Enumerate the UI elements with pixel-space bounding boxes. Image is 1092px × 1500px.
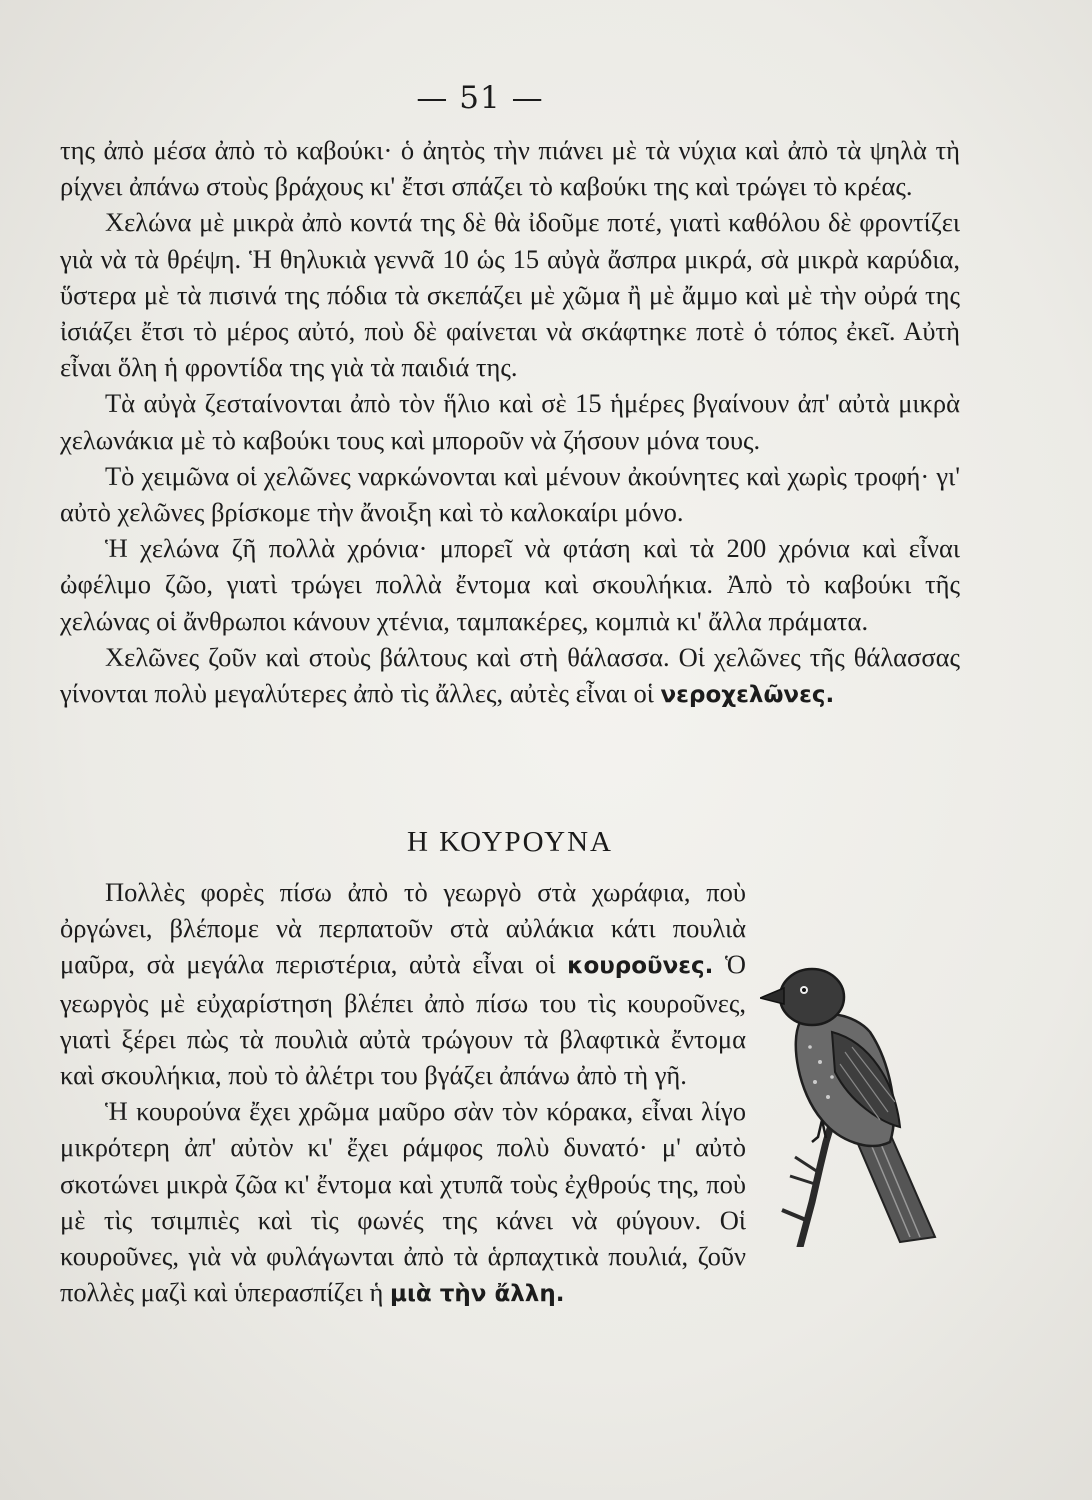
crow-fields-text-tail: Ὁ γεωργὸς μὲ εὐχαρίστηση βλέπει ἀπὸ πίσω του τὶς κουροῦνες, γιατὶ ξέρει πὼς τὰ πουλιὰ αὐτὰ τρώγουν τὰ βλαφτικὰ ἔντομα καὶ σκουλήκια, ποὺ τὸ ἀλέτρι του βγάζει ἀπάνω ἀπὸ τὴ γῆ. xyxy=(60,949,747,1091)
paragraph-sea-turtles xyxy=(60,639,960,713)
crow-description-end: μιὰ τὴν ἄλλη. xyxy=(390,1281,565,1308)
paragraph-hatching: Τὰ αὐγὰ ζεσταίνονται ἀπὸ τὸν ἥλιο καὶ σὲ 15 ἡμέρες βγαίνουν ἀπ' αὐτὰ μικρὰ χελωνάκια μὲ τὸ καβούκι τους καὶ μποροῦν νὰ ζήσουν μόνα τους. xyxy=(60,388,960,455)
crow-illustration xyxy=(760,952,960,1247)
term-crows: κουροῦνες. xyxy=(567,953,714,980)
crow-description-text: Ἡ κουρούνα ἔχει χρῶμα μαῦρο σὰν τὸν κόρακα, εἶναι λίγο μικρότερη ἀπ' αὐτὸν κι' ἔχει ράμφος πολὺ δυνατό· μ' αὐτὸ σκοτώνει μικρὰ ζῶα κι' ἔντομα καὶ χτυπᾶ τοὺς ἐχθρούς της, ποὺ μὲ τὶς τσιμπιὲς καὶ τὶς φωνές της κάνει νὰ φύγουν. Οἱ κουροῦνες, γιὰ νὰ φυλάγωνται ἀπὸ τὰ ἁρπαχτικὰ πουλιά, ζοῦν πολλὲς μαζὶ καὶ ὑπερασπίζει ἡ xyxy=(60,1096,746,1308)
sea-turtles-text: Χελῶνες ζοῦν καὶ στοὺς βάλτους καὶ στὴ θάλασσα. Οἱ χελῶνες τῆς θάλασσας γίνονται πολὺ μεγαλύτερες ἀπὸ τὶς ἄλλες, αὐτὲς εἶναι οἱ xyxy=(60,641,960,709)
crow-drawing-icon xyxy=(760,952,960,1247)
paragraph-continuation: της ἀπὸ μέσα ἀπὸ τὸ καβούκι· ὁ ἀητὸς τὴν πιάνει μὲ τὰ νύχια καὶ ἀπὸ τὰ ψηλὰ τὴ ρίχνει ἀπάνω στοὺς βράχους κι' ἔτσι σπάζει τὸ καβούκι της καὶ τρώγει τὸ κρέας. xyxy=(60,135,960,202)
crow-fields-text: Πολλὲς φορὲς πίσω ἀπὸ τὸ γεωργὸ στὰ χωράφια, ποὺ ὀργώνει, βλέπομε νὰ περπατοῦν στὰ αὐλάκια κάτι πουλιὰ μαῦρα, σὰ μεγάλα περιστέρια, αὐτὰ εἶναι οἱ xyxy=(60,877,746,980)
term-sea-turtles: νεροχελῶνες. xyxy=(660,682,835,709)
paragraph-lifespan: Ἡ χελώνα ζῆ πολλὰ χρόνια· μπορεῖ νὰ φτάση καὶ τὰ 200 χρόνια καὶ εἶναι ὠφέλιμο ζῶο, γιατὶ τρώγει πολλὰ ἔντομα καὶ σκουλήκια. Ἀπὸ τὸ καβούκι τῆς χελώνας οἱ ἄνθρωποι κάνουν χτένια, ταμπακέρες, κομπιὰ κι' ἄλλα πράματα. xyxy=(60,533,960,636)
paragraph-winter: Τὸ χειμῶνα οἱ χελῶνες ναρκώνονται καὶ μένουν ἀκούνητες καὶ χωρὶς τροφή· γι' αὐτὸ χελῶνες βρίσκομε τὴν ἄνοιξη καὶ τὸ καλοκαίρι μόνο. xyxy=(60,460,960,528)
page-number: — 51 — xyxy=(416,80,544,116)
paragraph-turtle-eggs: Χελώνα μὲ μικρὰ ἀπὸ κοντά της δὲ θὰ ἰδοῦμε ποτέ, γιατὶ καθόλου δὲ φροντίζει γιὰ νὰ τὰ θρέψη. Ἡ θηλυκιὰ γεννᾶ 10 ὡς 15 αὐγὰ ἄσπρα μικρά, σὰ μικρὰ καρύδια, ὕστερα μὲ τὰ πισινά της πόδια τὰ σκεπάζει μὲ χῶμα ἢ μὲ ἄμμο καὶ μὲ τὴν οὐρά της ἰσιάζει ἔτσι τὸ μέρος αὐτό, ποὺ δὲ φαίνεται νὰ σκάφτηκε ποτὲ ὁ τόπος ἐκεῖ. Αὐτὴ εἶναι ὅλη ἡ φροντίδα της γιὰ τὰ παιδιά της. xyxy=(60,207,960,383)
crow-text-section xyxy=(60,874,960,1312)
section-title: Η ΚΟΥΡΟΥΝΑ xyxy=(406,826,614,858)
turtle-text-section xyxy=(60,132,960,713)
